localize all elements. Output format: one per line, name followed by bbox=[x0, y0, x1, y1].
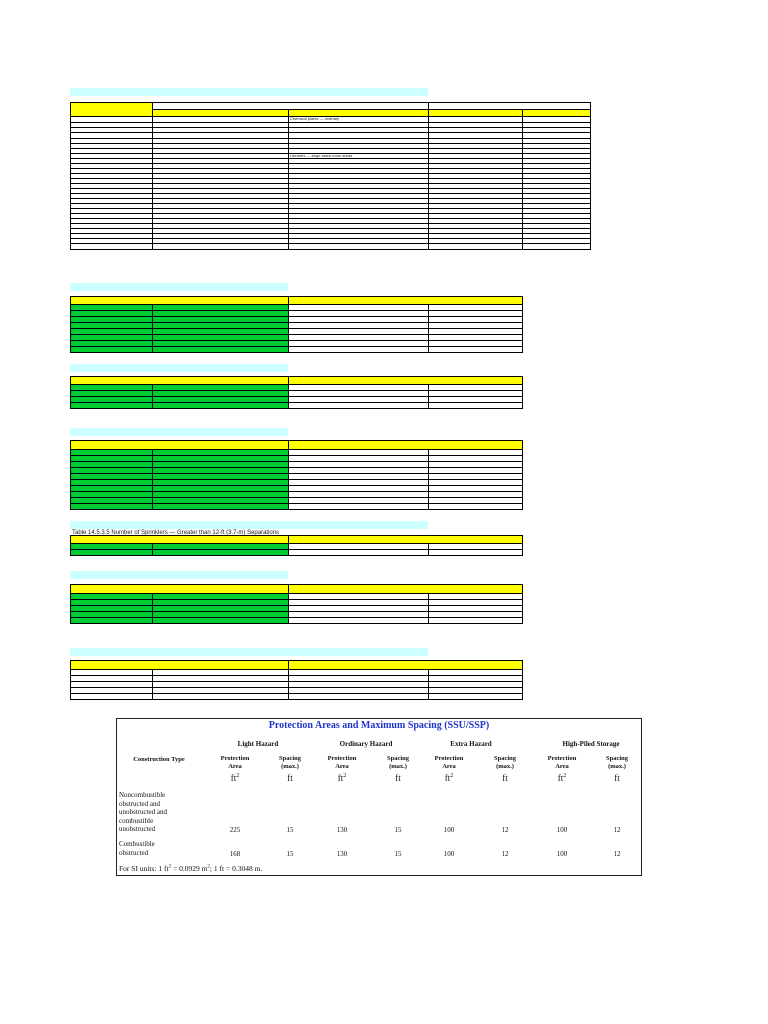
table-header-cell bbox=[71, 297, 289, 305]
section3-table bbox=[70, 376, 523, 409]
table-cell bbox=[289, 244, 429, 250]
table-cell bbox=[71, 550, 153, 556]
table-cell bbox=[289, 694, 429, 700]
section6-table bbox=[70, 584, 523, 624]
spacing-max-header: Spacing (max.) bbox=[278, 755, 302, 770]
table-cell bbox=[429, 550, 523, 556]
section5-caption: Table 14.5.3.5 Number of Sprinklers — Greater than 12-ft (3.7-m) Separations bbox=[72, 530, 280, 536]
spacing-max-header: Spacing (max.) bbox=[493, 755, 517, 770]
section5-title-band bbox=[70, 521, 428, 536]
table-cell bbox=[71, 694, 153, 700]
hazard-header-light: Light Hazard bbox=[237, 740, 279, 748]
protection-area-header: Protection Area bbox=[220, 755, 250, 770]
table-header-cell bbox=[289, 441, 523, 450]
table-cell bbox=[429, 403, 523, 409]
section5-table bbox=[70, 535, 523, 556]
hazard-header-extra: Extra Hazard bbox=[450, 740, 492, 748]
spacing-value-cell: 15 bbox=[394, 850, 402, 858]
area-unit-label: $ft^2$ bbox=[230, 773, 240, 783]
hazard-header-high-piled: High-Piled Storage bbox=[562, 740, 620, 748]
spacing-value-cell: 12 bbox=[613, 826, 621, 834]
table-cell bbox=[429, 694, 523, 700]
table-header-cell bbox=[289, 585, 523, 594]
spacing-value-cell: 130 bbox=[336, 826, 348, 834]
table-header-cell bbox=[429, 110, 523, 117]
row-annotation: Chemical plants — ordinary bbox=[290, 116, 340, 121]
table-cell bbox=[289, 403, 429, 409]
table-header-cell bbox=[153, 103, 429, 110]
table-cell bbox=[71, 244, 153, 250]
protection-area-header: Protection Area bbox=[547, 755, 577, 770]
protection-area-header: Protection Area bbox=[434, 755, 464, 770]
table-header-cell bbox=[71, 103, 153, 117]
table-header-cell bbox=[289, 377, 523, 385]
section3-title-band bbox=[70, 364, 288, 372]
table-cell bbox=[429, 347, 523, 353]
section1-title-band bbox=[70, 88, 428, 96]
section4-title-band bbox=[70, 428, 288, 436]
table-cell bbox=[289, 347, 429, 353]
table-header-cell bbox=[71, 585, 289, 594]
spacing-value-cell: 100 bbox=[443, 850, 455, 858]
section7-title-band bbox=[70, 648, 428, 656]
table-header-cell bbox=[523, 110, 591, 117]
table-cell bbox=[71, 504, 153, 510]
spacing-value-cell: 168 bbox=[229, 850, 241, 858]
table-cell bbox=[153, 403, 289, 409]
section6-title-band bbox=[70, 571, 288, 579]
area-unit-label: $ft^2$ bbox=[557, 773, 567, 783]
spacing-value-cell: 12 bbox=[501, 850, 509, 858]
construction-type-cell: Combustible obstructed bbox=[119, 840, 155, 857]
spacing-value-cell: 15 bbox=[394, 826, 402, 834]
table-header-cell bbox=[289, 661, 523, 670]
area-unit-label: $ft^2$ bbox=[444, 773, 454, 783]
spacing-value-cell: 100 bbox=[556, 850, 568, 858]
spacing-max-header: Spacing (max.) bbox=[386, 755, 410, 770]
table-cell bbox=[71, 618, 153, 624]
section2-title-band bbox=[70, 283, 288, 291]
table-cell bbox=[153, 504, 289, 510]
table-header-cell bbox=[289, 110, 429, 117]
table-cell bbox=[71, 403, 153, 409]
table-cell bbox=[289, 618, 429, 624]
table-cell bbox=[429, 504, 523, 510]
spacing-unit-label: ft bbox=[395, 773, 401, 783]
spacing-value-cell: 12 bbox=[613, 850, 621, 858]
spacing-unit-label: ft bbox=[502, 773, 508, 783]
hazard-header-ordinary: Ordinary Hazard bbox=[339, 740, 393, 748]
table-cell bbox=[523, 244, 591, 250]
table-cell bbox=[289, 550, 429, 556]
table-cell bbox=[153, 550, 289, 556]
spacing-value-cell: 15 bbox=[286, 826, 294, 834]
table-header-cell bbox=[153, 110, 289, 117]
spacing-max-header: Spacing (max.) bbox=[605, 755, 629, 770]
table-cell bbox=[153, 694, 289, 700]
table-header-cell bbox=[71, 441, 289, 450]
section7-table bbox=[70, 660, 523, 700]
table-cell bbox=[153, 244, 289, 250]
spacing-unit-label: ft bbox=[287, 773, 293, 783]
spacing-value-cell: 225 bbox=[229, 826, 241, 834]
table-cell bbox=[153, 347, 289, 353]
table-cell bbox=[429, 618, 523, 624]
table-header-cell bbox=[289, 297, 523, 305]
table-header-cell bbox=[429, 103, 591, 110]
section4-table bbox=[70, 440, 523, 510]
section1-table bbox=[70, 102, 591, 250]
construction-type-header: Construction Type bbox=[133, 756, 185, 763]
protection-area-header: Protection Area bbox=[327, 755, 357, 770]
table-header-cell bbox=[71, 536, 289, 544]
spacing-value-cell: 100 bbox=[556, 826, 568, 834]
construction-type-cell: Noncombustible obstructed and unobstructed and combustible unobstructed bbox=[119, 791, 168, 833]
si-units-note: For SI units: 1 $ft^2 = 0.0929$ $m^2$; 1 ft = 0.3048 m. bbox=[119, 864, 263, 873]
spacing-table-title: Protection Areas and Maximum Spacing (SSU/SSP) bbox=[268, 720, 490, 731]
spacing-value-cell: 12 bbox=[501, 826, 509, 834]
spacing-value-cell: 100 bbox=[443, 826, 455, 834]
area-unit-label: $ft^2$ bbox=[337, 773, 347, 783]
table-header-cell bbox=[71, 377, 289, 385]
spacing-reference-table bbox=[116, 718, 642, 876]
spacing-value-cell: 15 bbox=[286, 850, 294, 858]
table-header-cell bbox=[289, 536, 523, 544]
table-cell bbox=[71, 347, 153, 353]
table-cell bbox=[153, 618, 289, 624]
spacing-unit-label: ft bbox=[614, 773, 620, 783]
section2-table bbox=[70, 296, 523, 353]
spacing-value-cell: 130 bbox=[336, 850, 348, 858]
row-annotation: Libraries — large stack room areas bbox=[290, 153, 353, 158]
table-header-cell bbox=[71, 661, 289, 670]
table-cell bbox=[289, 504, 429, 510]
table-cell bbox=[429, 244, 523, 250]
